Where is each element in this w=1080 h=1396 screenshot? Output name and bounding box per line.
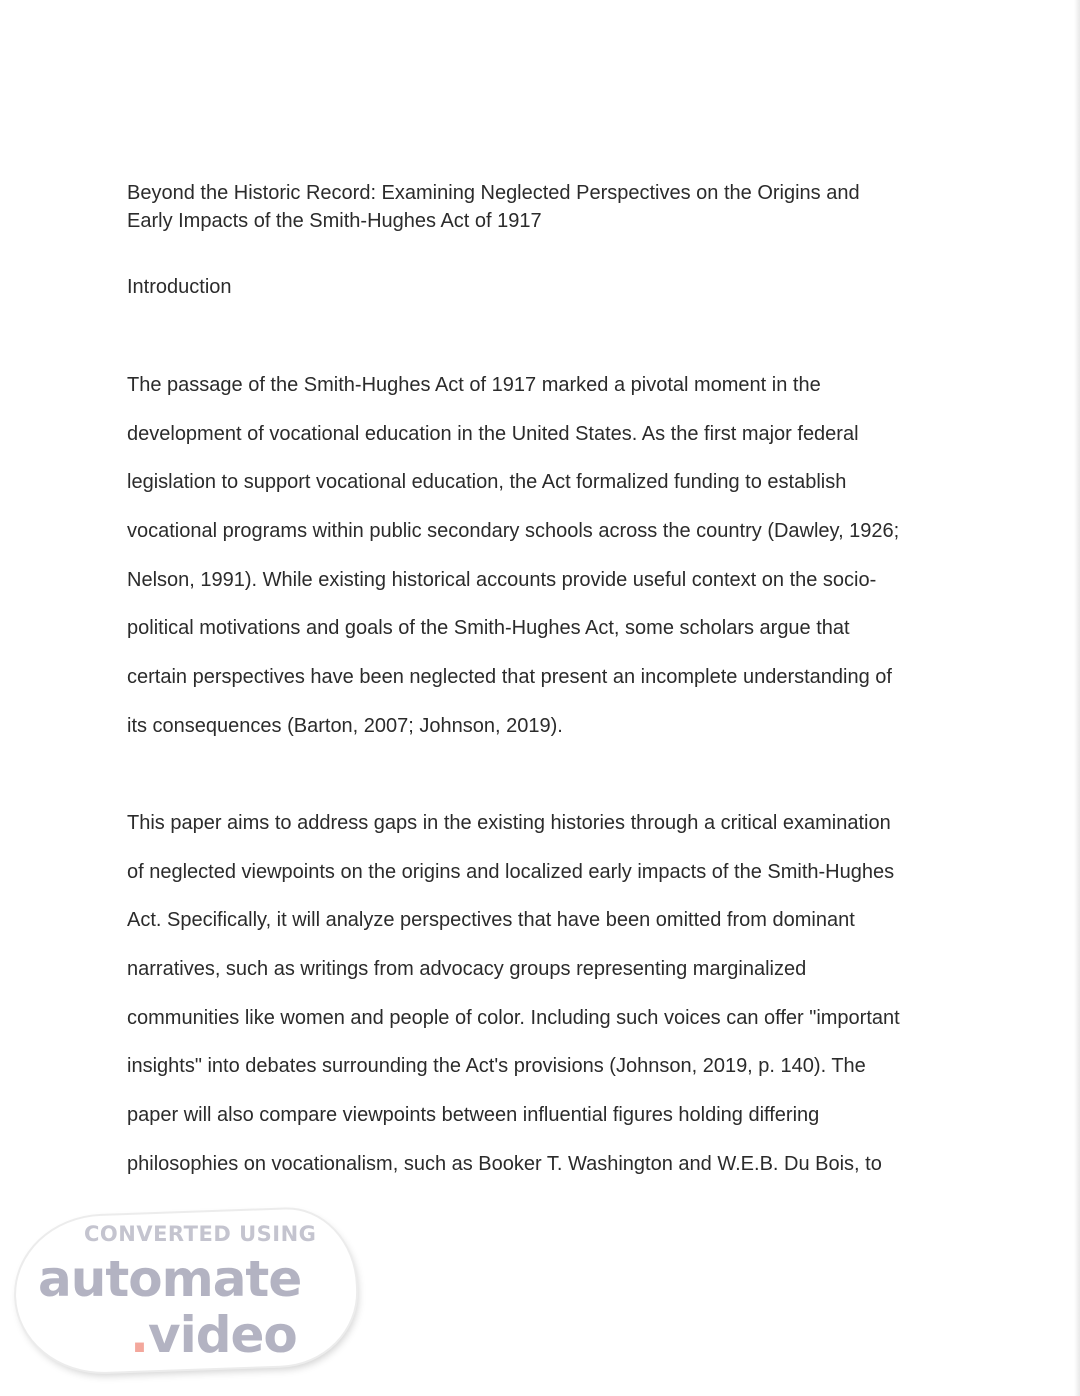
- paragraph-line: Act. Specifically, it will analyze perspectives that have been omitted from dominant: [127, 909, 855, 932]
- section-heading-introduction: Introduction: [127, 276, 232, 298]
- paragraph-line: Nelson, 1991). While existing historical accounts provide useful context on the socio-: [127, 568, 877, 591]
- watermark-automate-logo: automate: [38, 1250, 302, 1308]
- paragraph-line: political motivations and goals of the Smith-Hughes Act, some scholars argue that: [127, 617, 850, 640]
- paragraph-line: paper will also compare viewpoints between influential figures holding differing: [127, 1104, 820, 1127]
- paragraph-1: [127, 371, 987, 761]
- paragraph-line: its consequences (Barton, 2007; Johnson, 2019).: [127, 714, 563, 737]
- paragraph-2: [127, 809, 987, 1199]
- paragraph-line: narratives, such as writings from advocacy groups representing marginalized: [127, 958, 807, 981]
- watermark-video-logo: [130, 1305, 297, 1365]
- paragraph-line: philosophies on vocationalism, such as Booker T. Washington and W.E.B. Du Bois, to: [127, 1152, 882, 1175]
- watermark-converted-using: CONVERTED USING: [84, 1222, 317, 1246]
- title-line: Beyond the Historic Record: Examining Neglected Perspectives on the Origins and: [127, 182, 860, 204]
- paragraph-line: The passage of the Smith-Hughes Act of 1917 marked a pivotal moment in the: [127, 374, 821, 396]
- paragraph-line: legislation to support vocational education, the Act formalized funding to establish: [127, 471, 847, 494]
- paragraph-line: certain perspectives have been neglected that present an incomplete understanding of: [127, 666, 892, 689]
- watermark-dot: .: [130, 1306, 148, 1364]
- paragraph-line: of neglected viewpoints on the origins and localized early impacts of the Smith-Hughes: [127, 860, 895, 883]
- paragraph-line: vocational programs within public secondary schools across the country (Dawley, 1926;: [127, 520, 900, 543]
- paragraph-line: This paper aims to address gaps in the existing histories through a critical examination: [127, 812, 891, 834]
- paragraph-line: development of vocational education in the United States. As the first major federal: [127, 422, 859, 445]
- watermark-video-text: video: [148, 1306, 297, 1364]
- paragraph-line: insights" into debates surrounding the Act's provisions (Johnson, 2019, p. 140). The: [127, 1055, 866, 1078]
- page-edge-shadow: [1074, 0, 1080, 1396]
- title-line: Early Impacts of the Smith-Hughes Act of 1917: [127, 210, 542, 232]
- paragraph-line: communities like women and people of color. Including such voices can offer "important: [127, 1006, 900, 1029]
- document-title: [127, 179, 947, 235]
